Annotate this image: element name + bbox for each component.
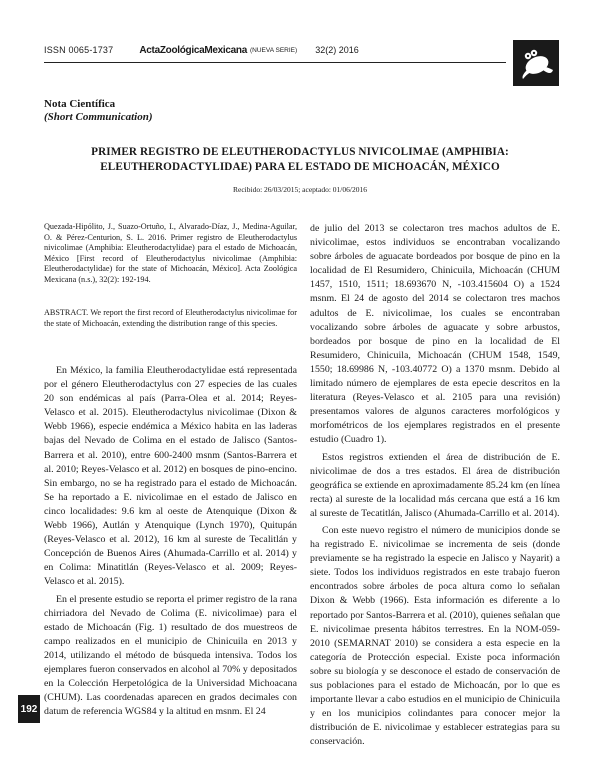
issn: ISSN 0065-1737 (44, 45, 114, 55)
journal-series: (NUEVA SERIE) (249, 46, 298, 54)
received-accepted-dates: Recibido: 26/03/2015; aceptado: 01/06/2016 (233, 185, 367, 194)
body-paragraph: Con este nuevo registro el número de municipios donde se ha registrado E. nivicolimae se incrementa de seis (donde previamente se ha registrado la especie en Jalisco y Nayarit) a siete. Todos los individuos registrados en este trabajo fueron encontrados sobre árboles de poca altura como lo señalan Dixon & Webb (1966). Esta información es diferente a lo reportado por Santos-Barrera et al. (2010), quienes señalan que E. nivicolimae presenta hábitos terrestres. En la NOM-059-2010 (SEMARNAT 2010) se considera a esta especie en la categoría de Protección especial. Existe poca información sobre su biología y se desconoce el estado de conservación de sus poblaciones para el estado de Michoacán, por lo que es importante llevar a cabo estudios en el municipio de Chinicuila y en los municipios colindantes para conocer mejor la distribución de E. nivicolimae y establecer estrategias para su conservación. (310, 524, 560, 748)
citation: Quezada-Hipólito, J., Suazo-Ortuño, I., Alvarado-Díaz, J., Medina-Aguilar, O. & Pérez-Centurion, S. L. 2016. Primer registro de Eleutherodactylus nivicolimae (Amphibia: Eleutherodactylidae) para el estado de Michoacán, México [First record of Eleutherodactylus nivicolimae (Amphibia: Eleutherodactylidae) for the state of Michoacán, México]. Acta Zoológica Mexicana (n.s.), 32(2): 192-194. (44, 222, 297, 284)
frog-logo-icon (513, 40, 559, 86)
article-type-label: Nota Científica (44, 98, 116, 110)
body-right-column (310, 222, 560, 749)
journal-header (44, 42, 564, 58)
body-paragraph: En México, la familia Eleutherodactylidae está representada por el género Eleutherodactylus con 27 especies de las cuales 20 son endémicas al país (Parra-Olea et al. 2014; Reyes-Velasco et al. 2015). Eleutherodactylus nivicolimae (Dixon & Webb 1966), especie endémica a México habita en las laderas bajas del Nevado de Colima en el estado de Jalisco (Santos-Barrera et al. 2010), entre 600-2400 msnm (Santos-Barrera et al. 2010; Reyes-Velasco et al. 2012) en bosques de pino-encino. Sin embargo, no se ha registrado para el estado de Michoacán. Se ha reportado a E. nivicolimae en el estado de Jalisco en cinco localidades: 9.6 km al oeste de Atenquique (Dixon & Webb 1966), Autlán y Atenquique (Lynch 1970), Quitupán (Reyes-Velasco et al. 2012), 16 km al sureste de Tecalitlán y Concepción de Buenos Aires (Ahumada-Carrillo et al. 2014) y en Colima: Minatitlán (Reyes-Velasco et al. 2009; Reyes-Velasco et al. 2015). (44, 365, 297, 588)
article-type (44, 98, 153, 124)
body-paragraph: de julio del 2013 se colectaron tres machos adultos de E. nivicolimae, estos individuos se encontraban vocalizando sobre árboles de aguacate bordeados por bosque de pino en la localidad de El Resumidero, Chinicuila, Michoacán (CHUM 1457, 1510, 1511; 18.693670 N, -103.415604 O) a 1524 msnm. El 24 de agosto del 2014 se colectaron tres machos adultos de E. nivicolimae, los cuales se encontraban vocalizando sobre árboles de aguacate y sobre arbustos, bordeados por bosque de pino en la localidad de El Resumidero, Chinicuila, Michoacán (CHUM 1548, 1549, 1550; 18.69986 N, -103.40772 O) a 1370 msnm. Debido al limitado número de ejemplares de esta epecie descritos en la literatura (Reyes-Velasco et al. 2105 para una revisión) presentamos valores de algunos caracteres morfológicos y morfométricos de los ejemplares registrados en el presente estudio (Cuadro 1). (310, 223, 560, 446)
page-number: 192 (18, 695, 40, 723)
body-left-column (44, 364, 297, 719)
header-rule (44, 62, 506, 63)
article-title: PRIMER REGISTRO DE ELEUTHERODACTYLUS NIVICOLIMAE (AMPHIBIA: ELEUTHERODACTYLIDAE) PARA EL ESTADO DE MICHOACÁN, MÉXICO (91, 146, 509, 173)
body-paragraph: Estos registros extienden el área de distribución de E. nivicolimae de dos a tres estados. El área de distribución geográfica se extiende en aproximadamente 85.24 km (en línea recta) al sureste de la localidad más cercana que está a 16 km al sureste de Tecatitlán, Jalisco (Ahumada-Carrillo et al. 2014). (310, 451, 560, 519)
volume-issue: 32(2) 2016 (315, 45, 359, 55)
journal-name: ActaZoológicaMexicana (139, 44, 247, 56)
abstract: ABSTRACT. We report the first record of Eleutherodactylus nivicolimae for the state of Michoacán, extending the distribution range of this species. (44, 308, 297, 328)
body-paragraph: En el presente estudio se reporta el primer registro de la rana chirriadora del Nevado de Colima (E. nivicolimae) para el estado de Michoacán (Fig. 1) resultado de dos muestreos de campo realizados en el municipio de Chinicuila en 2013 y 2014, utilizando el método de búsqueda intensiva. Todos los ejemplares fueron conservados en alcohol al 70% y depositados en la Colección Herpetológica de la Universidad Michoacana (CHUM). Las coordenadas aparecen en grados decimales con datum de referencia WGS84 y la altitud en msnm. El 24 (44, 593, 297, 718)
article-type-sublabel: (Short Communication) (44, 111, 153, 123)
